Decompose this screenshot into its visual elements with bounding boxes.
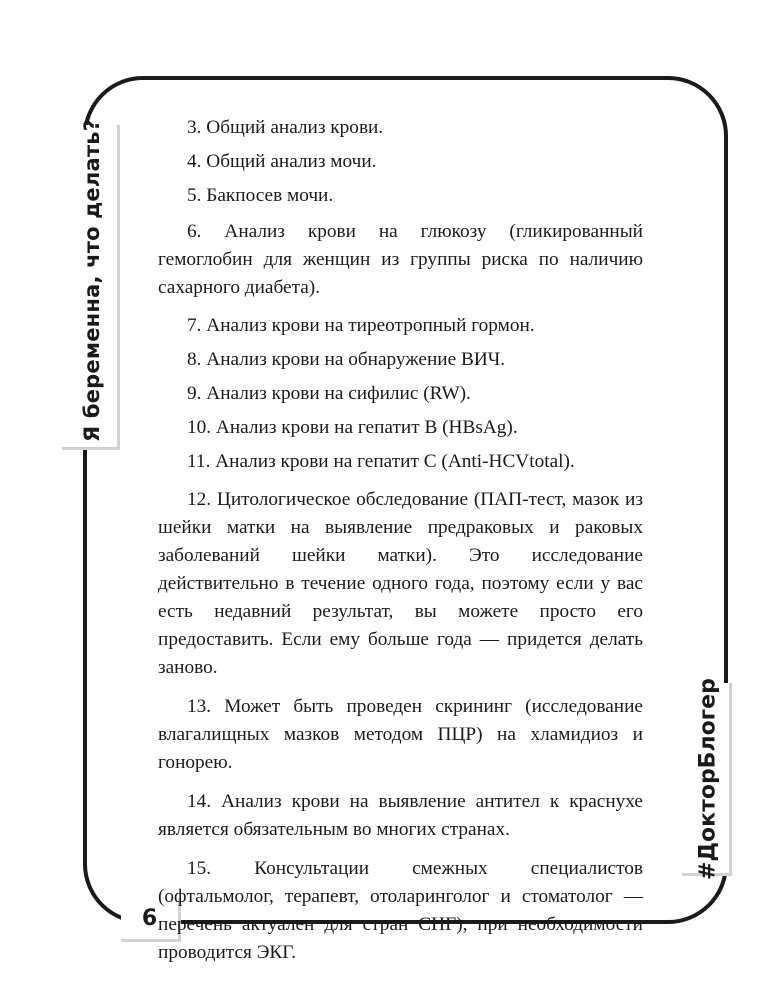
list-item: 10. Анализ крови на гепатит В (HBsAg).: [187, 417, 518, 438]
list-item: 14. Анализ крови на выявление антител к краснухе является обязательным во многих странах.: [158, 791, 643, 840]
list-item: 9. Анализ крови на сифилис (RW).: [187, 383, 471, 404]
body-text: [158, 114, 643, 967]
list-item: 13. Может быть проведен скрининг (исследование влагалищных мазков методом ПЦР) на хламидиоз и гонорею.: [158, 696, 643, 773]
list-item: 3. Общий анализ крови.: [187, 117, 384, 138]
hashtag: #ДокторБлогер: [695, 678, 721, 881]
list-item: 6. Анализ крови на глюкозу (гликированный гемоглобин для женщин из группы риска по наличию сахарного диабета).: [158, 221, 643, 298]
list-item: 7. Анализ крови на тиреотропный гормон.: [187, 315, 535, 336]
side-title: Я беременна, что делать?: [80, 118, 104, 442]
list-item: 15. Консультации смежных специалистов (офтальмолог, терапевт, отоларинголог и стоматолог — перечень актуален для стран СНГ), при необходимости проводится ЭКГ.: [158, 858, 643, 963]
list-item: 12. Цитологическое обследование (ПАП-тест, мазок из шейки матки на выявление предраковых и раковых заболеваний шейки матки). Это исследование действительно в течение одного года, поэтому если у вас есть недавний результат, вы можете просто его предоставить. Если ему больше года — придется делать заново.: [158, 489, 643, 678]
list-item: 11. Анализ крови на гепатит С (Anti-HCVtotal).: [187, 451, 575, 472]
list-item: 5. Бакпосев мочи.: [187, 185, 334, 206]
list-item: 4. Общий анализ мочи.: [187, 151, 377, 172]
list-item: 8. Анализ крови на обнаружение ВИЧ.: [187, 349, 506, 370]
page-number: 6: [121, 898, 181, 942]
